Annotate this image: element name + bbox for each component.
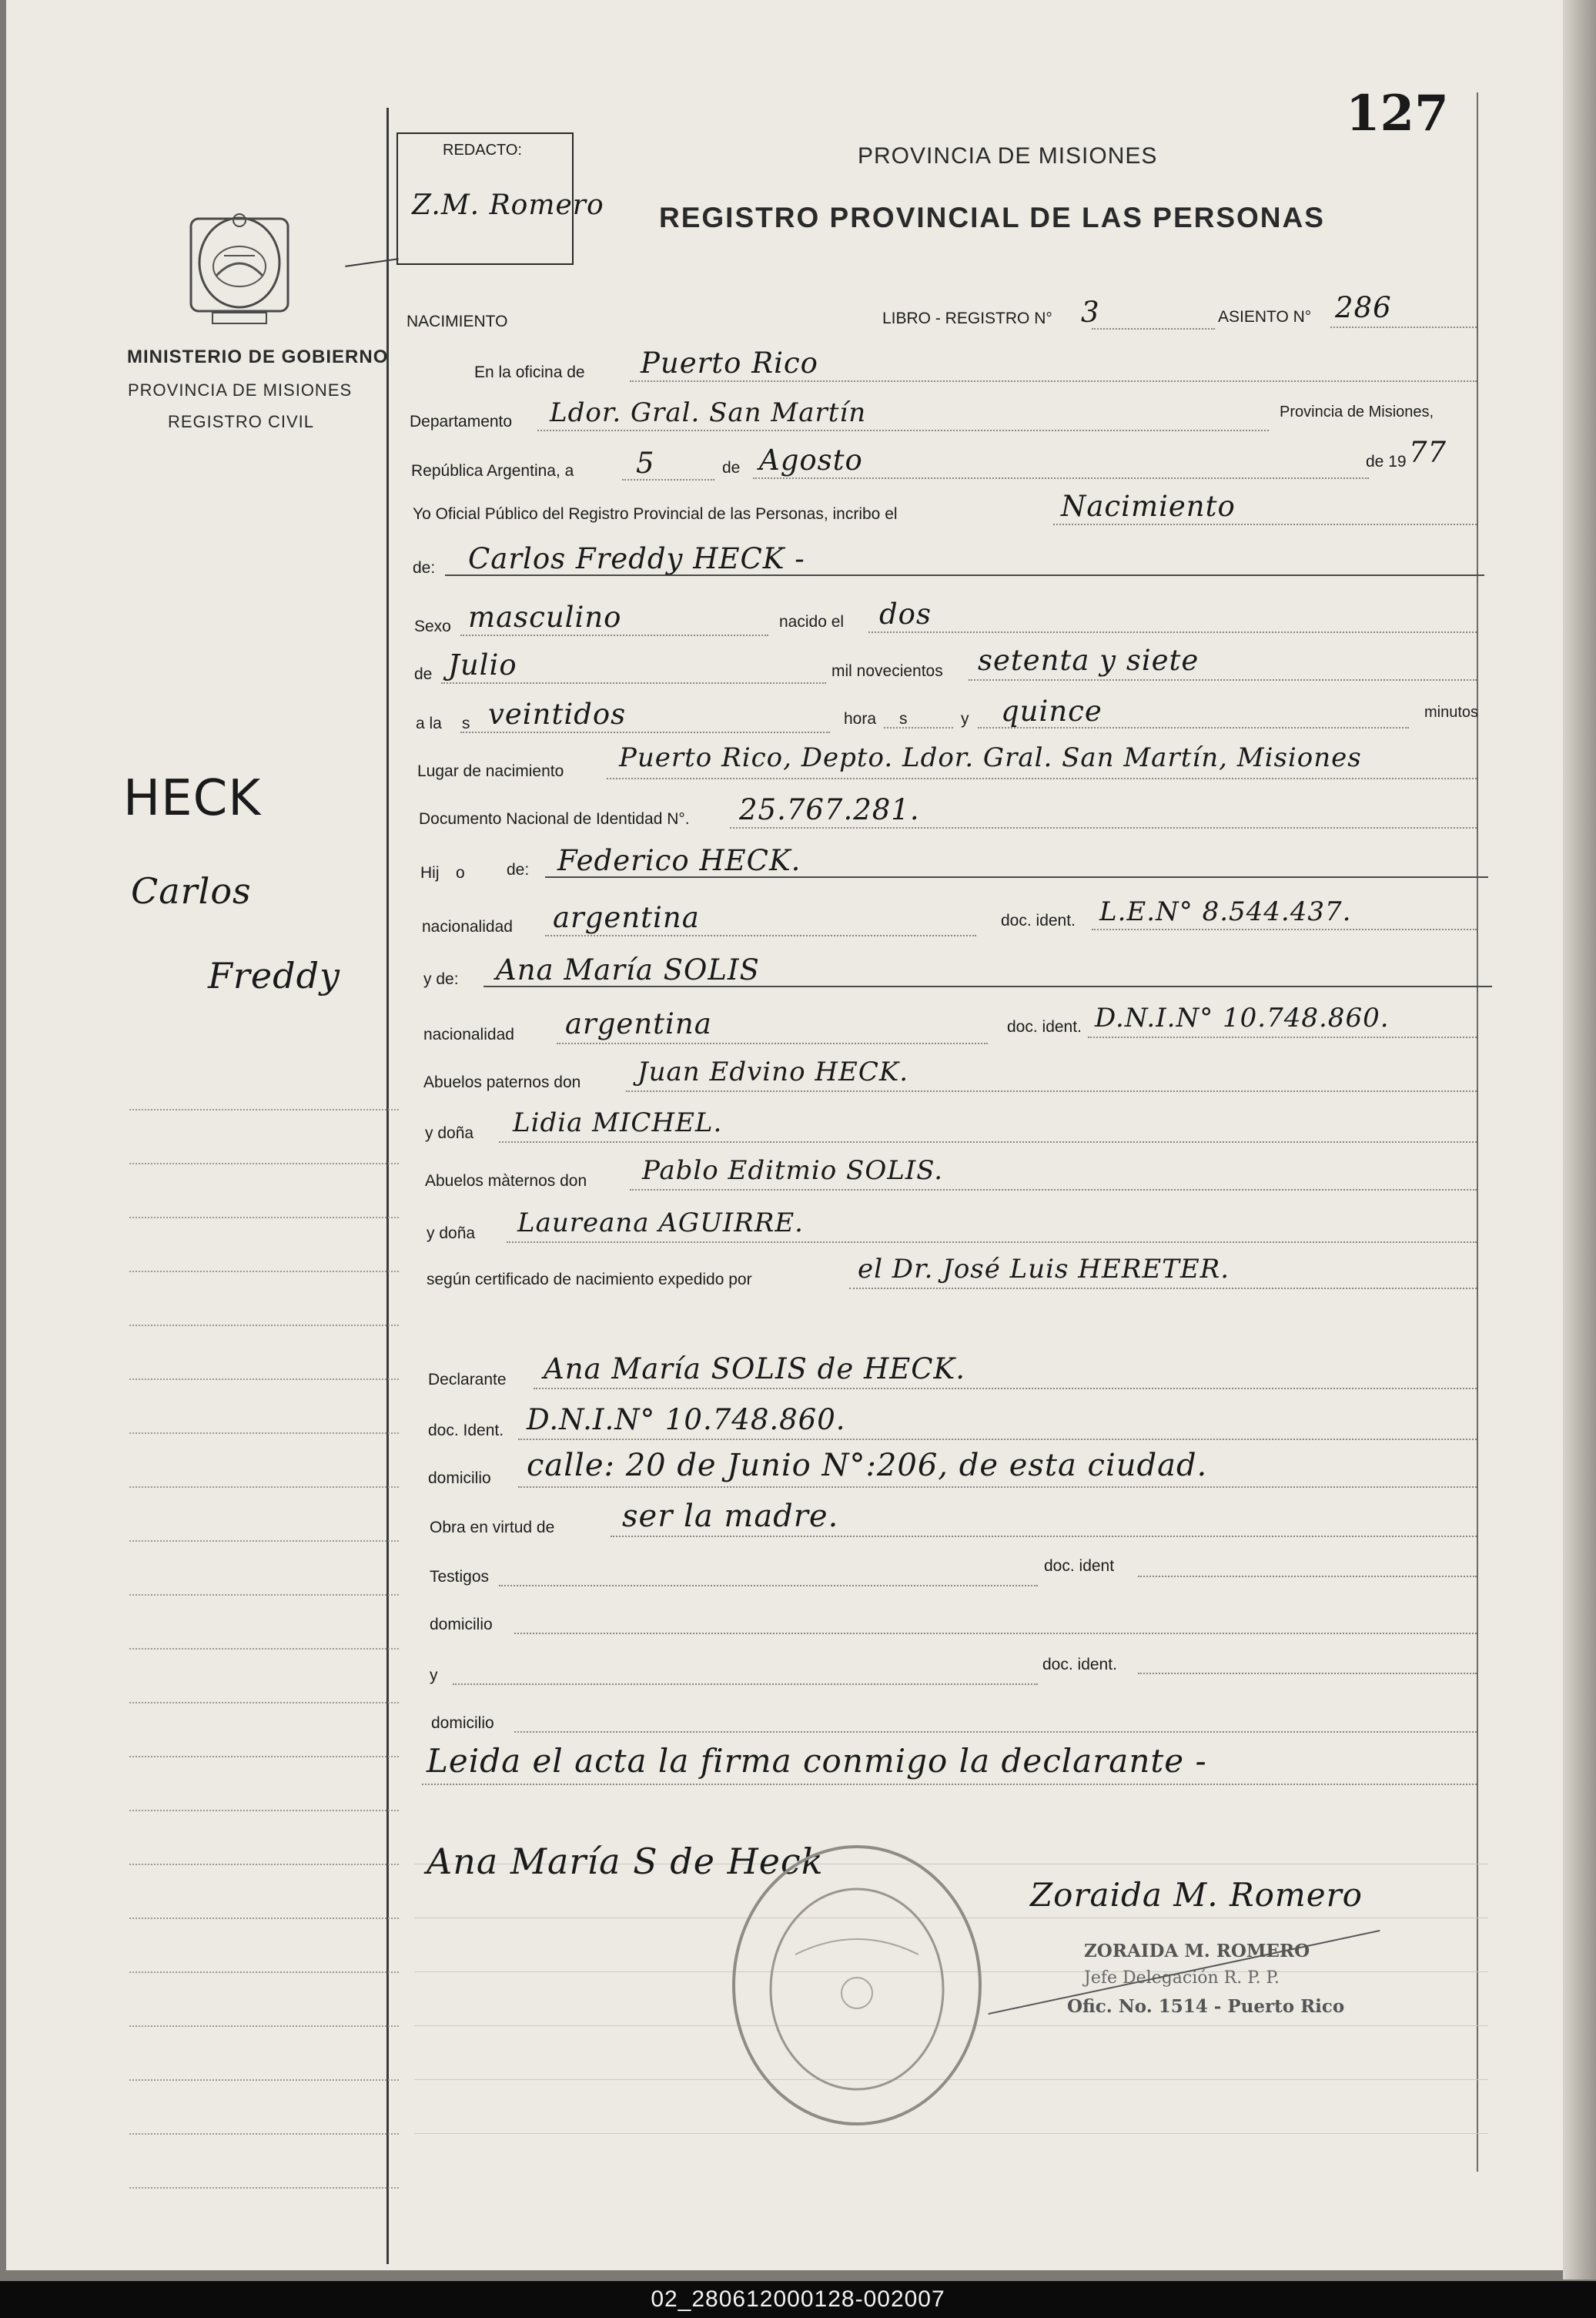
image-caption: 02_280612000128-002007 [651,2286,945,2312]
margin-line [129,1594,399,1596]
sidebar-surname: HECK [123,770,262,827]
dotted-field [545,935,976,936]
sidebar-first-name: Carlos [131,870,252,912]
doc2-value: D.N.I.N° 10.748.860. [1095,1003,1390,1033]
father-value: Federico HECK. [557,844,801,877]
hora-s: s [899,710,908,728]
a-las-s: s [462,715,470,732]
dotted-field [1138,1576,1477,1577]
doc2-label: doc. ident. [1007,1018,1082,1036]
libro-value: 3 [1081,296,1100,329]
dotted-field [514,1731,1477,1733]
yde-label: y de: [423,970,459,988]
hijo-label: Hij [420,864,440,882]
form-left-rule [386,108,389,2264]
margin-line [129,1378,399,1380]
dotted-field [499,1141,1477,1143]
abuelos-maternos-value: Pablo Editmio SOLIS. [642,1155,944,1186]
margin-line [129,1756,399,1757]
margin-line [129,2133,399,2135]
nacionalidad1-label: nacionalidad [422,918,513,936]
y-dona1-label: y doña [425,1124,474,1142]
underline [545,876,1488,878]
asiento-label: ASIENTO N° [1218,308,1312,326]
form-right-rule [1477,92,1478,2172]
de-month-label: de [414,665,433,683]
oficina-label: En la oficina de [474,363,585,381]
dotted-field [978,727,1409,729]
official-signature: Zoraida M. Romero [1030,1876,1363,1914]
dotted-field [514,1633,1477,1634]
underline [445,574,1484,576]
margin-line [129,1864,399,1865]
nacionalidad2-label: nacionalidad [423,1026,514,1043]
a-las-label: a la [416,715,442,732]
mother-value: Ana María SOLIS [496,953,760,986]
dotted-field [849,1288,1477,1289]
testigos-label: Testigos [430,1568,490,1586]
page-number: 127 [1346,85,1449,142]
ministry-label: MINISTERIO DE GOBIERNO [127,347,389,367]
provincial-emblem-icon [182,205,297,328]
nacionalidad1-value: argentina [553,901,700,934]
dotted-field [611,1536,1477,1537]
year-value: 77 [1409,436,1447,469]
dotted-field [884,727,953,729]
dotted-field [730,827,1477,829]
de-label: de [722,459,741,477]
margin-line [129,1810,399,1811]
hora-label: hora [844,710,877,728]
year-prefix: de 19 [1366,453,1407,471]
dotted-field [557,1043,988,1044]
dotted-field [518,1439,1477,1440]
margin-line [129,1702,399,1703]
abuelos-maternos-label: Abuelos màternos don [425,1172,587,1190]
libro-label: LIBRO - REGISTRO N° [882,310,1052,327]
doc3-label: doc. Ident. [428,1422,504,1439]
abuela-materna-value: Laureana AGUIRRE. [517,1208,804,1238]
document-page [6,0,1563,2270]
lugar-value: Puerto Rico, Depto. Ldor. Gral. San Martín, Misiones [619,742,1362,773]
dotted-field [460,635,768,636]
abuelos-paternos-label: Abuelos paternos don [423,1074,581,1091]
lugar-label: Lugar de nacimiento [417,762,564,780]
margin-line [129,1918,399,1919]
margin-line [129,2187,399,2189]
mil-label: mil novecientos [831,662,943,680]
margin-line [129,1109,399,1110]
margin-line [129,1971,399,1973]
doc3-value: D.N.I.N° 10.748.860. [527,1403,846,1436]
sexo-value: masculino [468,601,622,634]
oficina-value: Puerto Rico [641,347,818,380]
hijo-suffix: o [456,864,465,882]
hours-value: veintidos [488,698,627,731]
dotted-field [630,1189,1477,1191]
dni-label: Documento Nacional de Identidad N°. [419,810,690,828]
redacto-box [396,132,604,265]
minutes-value: quince [1001,695,1102,728]
y-label: y [961,710,969,728]
margin-line [129,1271,399,1272]
domicilio3-label: domicilio [431,1714,494,1732]
oficial-value: Nacimiento [1061,490,1236,523]
dotted-field [518,1486,1477,1488]
departamento-value: Ldor. Gral. San Martín [550,397,867,428]
provincia-label: Provincia de Misiones, [1280,404,1434,420]
record-type: NACIMIENTO [407,313,508,330]
dotted-field [1053,524,1477,525]
dotted-field [499,1585,1038,1586]
dotted-field [868,631,1477,633]
nacido-value: dos [879,598,932,631]
dotted-field [630,380,1477,382]
oficial-label: Yo Oficial Público del Registro Provincial de las Personas, incribo el [413,505,898,523]
asiento-value: 286 [1335,291,1392,324]
nacionalidad2-value: argentina [565,1007,712,1040]
margin-line [129,1163,399,1164]
dotted-field [507,1241,1477,1243]
registry-title: REGISTRO PROVINCIAL DE LAS PERSONAS [659,202,1325,233]
dni-value: 25.767.281. [739,793,920,826]
underline [483,986,1492,987]
republica-label: República Argentina, a [411,462,574,480]
declarante-label: Declarante [428,1371,507,1388]
domicilio-value: calle: 20 de Junio N°:206, de esta ciudad. [527,1448,1208,1483]
official-stamp-role: Jefe Delegación R. P. P. [1084,1968,1280,1988]
dotted-field [460,732,830,733]
dotted-field [753,477,1369,479]
dotted-field [1092,929,1477,930]
closing-text: Leida el acta la firma conmigo la declarante - [427,1742,1207,1780]
doc5-label: doc. ident. [1042,1656,1117,1673]
dotted-field [969,679,1477,681]
registry-seal-icon [726,1839,988,2132]
dotted-field [441,682,826,684]
declarante-value: Ana María SOLIS de HECK. [544,1352,965,1385]
dotted-field [1092,328,1215,330]
margin-line [129,1432,399,1434]
declarante-signature: Ana María S de Heck [427,1841,824,1882]
margin-line [129,1648,399,1650]
sidebar-office-label: REGISTRO CIVIL [168,412,315,431]
abuela-paterna-value: Lidia MICHEL. [513,1107,723,1138]
y2-label: y [430,1666,438,1684]
redacto-label: REDACTO: [443,142,522,159]
dotted-field [622,479,714,481]
province-title: PROVINCIA DE MISIONES [858,143,1158,169]
dotted-field [607,778,1477,779]
margin-line [129,2079,399,2081]
certificado-value: el Dr. José Luis HERETER. [858,1254,1230,1285]
margin-line [129,1540,399,1542]
minutos-label: minutos [1424,704,1479,721]
hijo-de-label: de: [507,861,530,879]
dotted-field [537,430,1269,431]
domicilio-label: domicilio [428,1469,491,1487]
obra-label: Obra en virtud de [430,1519,555,1536]
certificado-label: según certificado de nacimiento expedido por [427,1271,752,1288]
de-person-label: de: [413,559,436,577]
sidebar-middle-name: Freddy [208,955,341,997]
page-edge [1563,0,1596,2279]
mil-value: setenta y siete [978,644,1200,677]
dotted-field [422,1784,1477,1785]
y-dona2-label: y doña [427,1224,476,1242]
dotted-field [534,1388,1477,1389]
official-stamp-office: Ofic. No. 1514 - Puerto Rico [1067,1996,1345,2017]
abuelos-paternos-value: Juan Edvino HECK. [637,1057,909,1087]
official-stamp-name: ZORAIDA M. ROMERO [1084,1941,1310,1961]
margin-line [129,1486,399,1488]
domicilio2-label: domicilio [430,1616,493,1633]
ledger-line [414,2133,1488,2134]
dotted-field [626,1090,1477,1092]
departamento-label: Departamento [410,413,513,430]
day-value: 5 [636,447,655,480]
doc1-label: doc. ident. [1001,912,1076,930]
dotted-field [1088,1037,1477,1038]
month-value: Agosto [759,444,863,477]
sidebar-province-label: PROVINCIA DE MISIONES [128,380,353,400]
dotted-field [1330,327,1477,328]
dotted-field [1138,1673,1477,1674]
person-value: Carlos Freddy HECK - [468,542,805,575]
margin-line [129,1217,399,1218]
birth-month-value: Julio [448,648,517,682]
dotted-field [453,1683,1038,1685]
sexo-label: Sexo [414,618,451,635]
obra-value: ser la madre. [622,1499,839,1534]
redacto-tail [345,258,399,267]
margin-line [129,2025,399,2027]
redacto-signature: Z.M. Romero [412,189,604,221]
doc4-label: doc. ident [1044,1557,1115,1575]
margin-line [129,1325,399,1326]
nacido-label: nacido el [779,613,845,631]
doc1-value: L.E.N° 8.544.437. [1099,896,1352,927]
